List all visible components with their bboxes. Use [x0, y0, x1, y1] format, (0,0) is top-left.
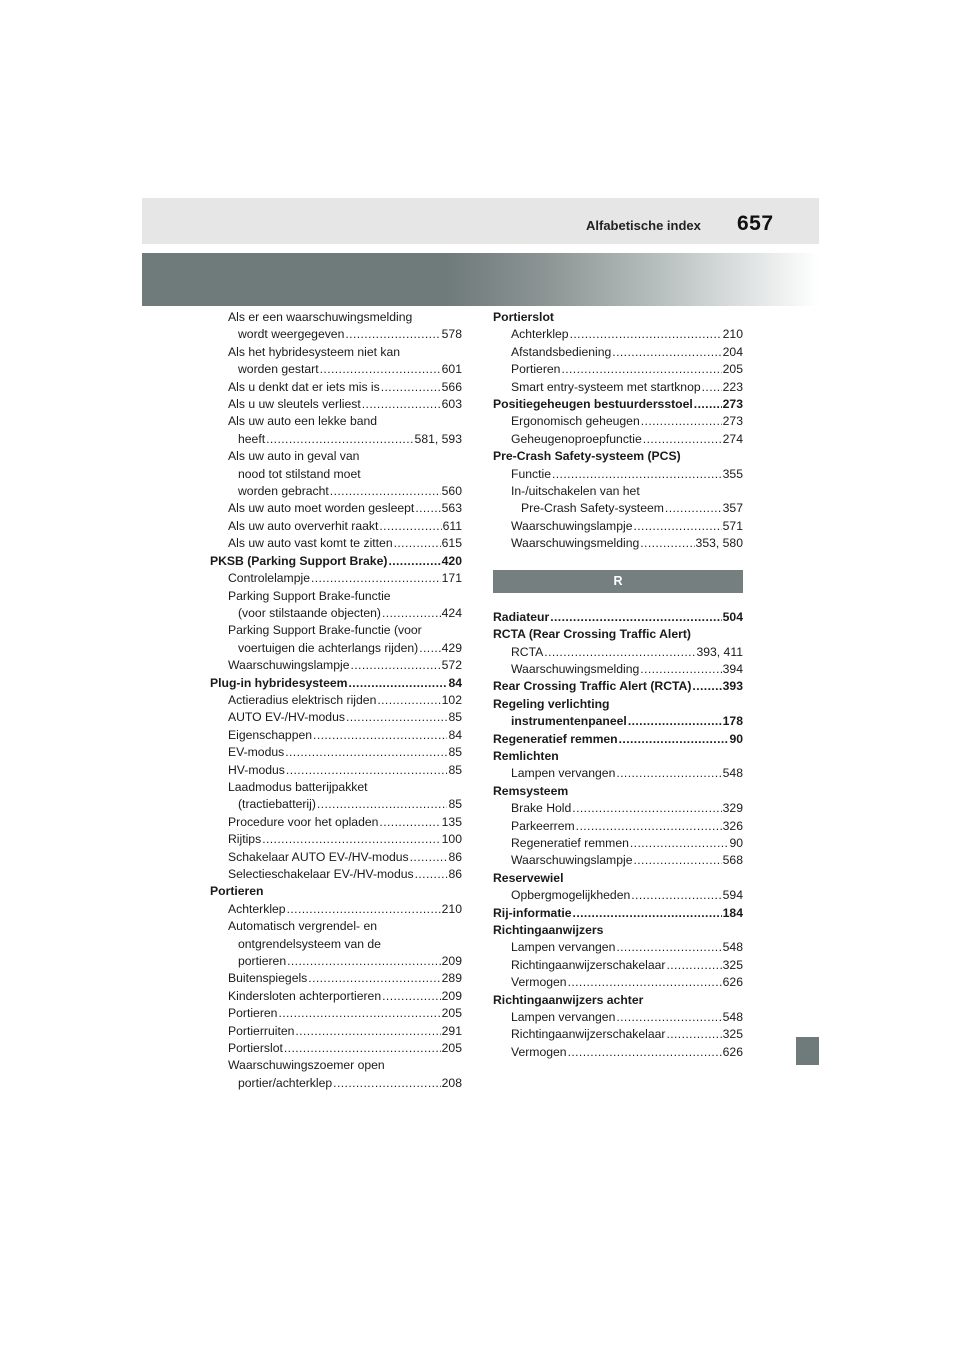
index-entry-page: 205	[722, 362, 743, 377]
index-entry	[493, 678, 743, 695]
index-entry-page: 205	[441, 1041, 462, 1056]
index-entry-page: 394	[722, 661, 743, 676]
index-entry-term: Procedure voor het opladen	[228, 814, 379, 829]
dot-leader	[388, 553, 440, 570]
index-entry	[493, 1044, 743, 1061]
dot-leader	[410, 849, 448, 866]
dot-leader	[415, 500, 440, 517]
index-entry-page: 615	[441, 536, 462, 551]
index-entry	[493, 413, 743, 430]
dot-leader	[308, 970, 440, 987]
dot-leader	[616, 1009, 721, 1026]
index-entry-page: 626	[722, 1044, 743, 1059]
index-entry-term: Als uw auto oververhit raakt	[228, 518, 379, 533]
index-entry	[210, 553, 462, 570]
index-entry-term: Vermogen	[511, 1044, 567, 1059]
index-entry	[493, 835, 743, 852]
index-heading-line: Reservewiel	[493, 870, 564, 885]
index-entry-page: 548	[722, 940, 743, 955]
index-entry	[210, 640, 462, 657]
dot-leader	[379, 814, 440, 831]
index-entry	[210, 1040, 462, 1057]
index-entry-term: Waarschuwingsmelding	[511, 661, 640, 676]
dot-leader	[568, 1044, 722, 1061]
index-entry	[210, 518, 462, 535]
index-entry-term: Portieren	[228, 1006, 278, 1021]
index-entry-term: (tractiebatterij)	[238, 797, 316, 812]
index-entry-term: PKSB (Parking Support Brake)	[210, 553, 388, 568]
index-group-r	[493, 609, 743, 1062]
index-entry	[210, 500, 462, 517]
index-entry-page: 86	[448, 867, 462, 881]
index-entry	[210, 326, 462, 343]
index-heading-line: Waarschuwingszoemer open	[228, 1058, 385, 1073]
index-entry	[210, 535, 462, 552]
index-entry	[493, 344, 743, 361]
index-entry-term: Positiegeheugen bestuurdersstoel	[493, 397, 693, 412]
index-entry	[493, 518, 743, 535]
index-entry-term: Als uw auto vast komt te zitten	[228, 536, 393, 551]
index-entry	[210, 1005, 462, 1022]
index-column-right	[493, 309, 743, 1061]
dot-leader	[630, 835, 729, 852]
index-entry	[493, 974, 743, 991]
index-heading-line: Laadmodus batterijpakket	[228, 779, 368, 794]
index-entry-page: 429	[441, 640, 462, 655]
index-entry-page: 560	[441, 484, 462, 499]
index-entry	[210, 744, 462, 761]
header-title: Alfabetische index	[586, 218, 701, 233]
index-entry-page: 548	[722, 766, 743, 781]
index-entry	[210, 483, 462, 500]
index-heading-line: Automatisch vergrendel- en	[228, 919, 378, 934]
index-entry-page: 223	[722, 379, 743, 394]
index-entry-term: Radiateur	[493, 609, 550, 624]
index-heading-line: Parking Support Brake-functie (voor	[228, 623, 422, 638]
index-entry	[493, 852, 743, 869]
index-entry-page: 208	[441, 1075, 462, 1090]
index-entry	[493, 765, 743, 782]
index-entry-page: 100	[441, 832, 462, 847]
index-entry-term: Pre-Crash Safety-systeem	[521, 501, 664, 516]
index-entry-term: Als u uw sleutels verliest	[228, 397, 361, 412]
index-entry-page: 594	[722, 888, 743, 903]
index-entry-term: Rear Crossing Traffic Alert (RCTA)	[493, 679, 692, 694]
index-entry-term: Waarschuwingsmelding	[511, 536, 640, 551]
index-entry-page: 603	[441, 397, 462, 412]
dot-leader	[394, 535, 441, 552]
index-entry-page: 86	[448, 849, 462, 864]
index-entry-term: Rij-informatie	[493, 905, 572, 920]
dot-leader	[692, 678, 721, 695]
dot-leader	[666, 957, 721, 974]
index-entry	[210, 831, 462, 848]
index-entry-term: portieren	[238, 954, 287, 969]
index-entry-term: heeft	[238, 431, 266, 446]
index-entry-page: 205	[441, 1006, 462, 1021]
index-entry-page: 572	[441, 658, 462, 673]
index-entry	[493, 644, 743, 661]
dot-leader	[313, 727, 447, 744]
index-entry-page: 566	[441, 379, 462, 394]
dot-leader	[348, 675, 447, 692]
dot-leader	[633, 518, 721, 535]
index-entry-page: 171	[441, 571, 462, 586]
index-entry-page: 184	[722, 905, 743, 920]
index-entry	[210, 431, 462, 448]
index-entry-term: Afstandsbediening	[511, 344, 612, 359]
index-heading-line: Als het hybridesysteem niet kan	[228, 344, 401, 359]
index-entry-term: Als u denkt dat er iets mis is	[228, 379, 380, 394]
index-entry	[210, 570, 462, 587]
index-column-left	[210, 309, 462, 1092]
dot-leader	[616, 765, 721, 782]
dot-leader	[262, 831, 440, 848]
index-entry	[210, 814, 462, 831]
index-entry	[493, 939, 743, 956]
index-entry-page: 548	[722, 1010, 743, 1025]
index-entry	[493, 1009, 743, 1026]
index-heading-line: Als er een waarschuwingsmelding	[228, 310, 413, 324]
index-entry	[210, 1075, 462, 1092]
page-number: 657	[737, 212, 774, 235]
index-entry-term: Lampen vervangen	[511, 766, 616, 781]
index-entry-term: EV-modus	[228, 745, 285, 760]
index-entry	[493, 818, 743, 835]
index-entry-page: 329	[722, 801, 743, 816]
index-entry-term: AUTO EV-/HV-modus	[228, 710, 345, 725]
index-entry-page: 355	[722, 466, 743, 481]
index-entry	[210, 396, 462, 413]
index-entry-page: 210	[722, 327, 743, 342]
index-entry-term: Achterklep	[228, 901, 286, 916]
index-heading-line: Pre-Crash Safety-systeem (PCS)	[493, 449, 681, 464]
dot-leader	[350, 657, 440, 674]
index-entry	[493, 379, 743, 396]
dot-leader	[266, 431, 413, 448]
index-entry-page: 420	[441, 553, 462, 568]
index-heading-line: In-/uitschakelen van het	[511, 484, 640, 499]
dot-leader	[619, 731, 729, 748]
index-entry	[493, 609, 743, 626]
dot-leader	[345, 326, 440, 343]
index-entry-page: 135	[441, 814, 462, 829]
index-entry-term: Controlelampje	[228, 571, 310, 586]
index-entry-term: Buitenspiegels	[228, 971, 308, 986]
index-entry-page: 90	[729, 731, 743, 746]
index-entry-term: Als uw auto moet worden gesleept	[228, 501, 415, 516]
dot-leader	[333, 1075, 440, 1092]
dot-leader	[311, 570, 441, 587]
index-heading-line: RCTA (Rear Crossing Traffic Alert)	[493, 627, 691, 642]
dot-leader	[287, 953, 441, 970]
index-entry-term: Portierruiten	[228, 1023, 295, 1038]
index-entry-term: Waarschuwingslampje	[511, 853, 633, 868]
dot-leader	[330, 483, 441, 500]
index-entry	[210, 796, 462, 813]
dot-leader	[346, 709, 447, 726]
index-heading-line: ontgrendelsysteem van de	[238, 936, 381, 951]
index-entry-page: 274	[722, 431, 743, 446]
index-entry-term: voertuigen die achterlangs rijden)	[238, 640, 419, 655]
index-entry-page: 325	[722, 1027, 743, 1042]
index-entry-page: 291	[441, 1023, 462, 1038]
index-entry-page: 209	[441, 954, 462, 969]
index-entry-term: Actieradius elektrisch rijden	[228, 692, 377, 707]
dot-leader	[665, 500, 722, 517]
dot-leader	[694, 396, 722, 413]
section-tab-marker	[796, 1037, 819, 1065]
index-entry-page: 102	[441, 692, 462, 707]
index-heading-line: Portieren	[210, 884, 264, 899]
index-entry	[210, 970, 462, 987]
index-entry	[493, 887, 743, 904]
index-entry-term: instrumentenpaneel	[511, 714, 627, 729]
index-entry	[210, 988, 462, 1005]
index-entry-term: Parkeerrem	[511, 818, 575, 833]
index-heading-line: Als uw auto een lekke band	[228, 414, 378, 429]
index-entry	[210, 849, 462, 866]
dot-leader	[278, 1005, 440, 1022]
dot-leader	[631, 887, 721, 904]
index-entry-page: 85	[448, 710, 462, 725]
index-entry	[210, 675, 462, 692]
index-entry-term: Rijtips	[228, 832, 262, 847]
index-entry-term: Opbergmogelijkheden	[511, 888, 631, 903]
index-entry-term: Kindersloten achterportieren	[228, 988, 382, 1003]
index-entry	[493, 713, 743, 730]
dot-leader	[382, 988, 441, 1005]
index-entry-page: 393, 411	[696, 644, 743, 659]
index-entry	[493, 431, 743, 448]
index-entry-page: 85	[448, 745, 462, 760]
index-entry	[493, 661, 743, 678]
dot-leader	[612, 344, 721, 361]
index-heading-line: Regeling verlichting	[493, 696, 610, 711]
index-entry-term: (voor stilstaande objecten)	[238, 605, 381, 620]
dot-leader	[628, 713, 722, 730]
index-entry-page: 504	[722, 609, 743, 624]
dot-leader	[550, 609, 721, 626]
index-entry-term: Schakelaar AUTO EV-/HV-modus	[228, 849, 409, 864]
dot-leader	[570, 326, 722, 343]
dot-leader	[666, 1026, 721, 1043]
index-heading-line: Als uw auto in geval van	[228, 449, 360, 464]
index-entry-term: portier/achterklep	[238, 1075, 333, 1090]
index-entry	[493, 500, 743, 517]
index-entry-term: Portierslot	[228, 1041, 283, 1056]
index-entry-term: Waarschuwingslampje	[228, 658, 350, 673]
dot-leader	[419, 640, 440, 657]
index-entry-page: 353, 580	[695, 536, 743, 551]
index-entry-page: 357	[722, 501, 743, 516]
header-band	[142, 198, 819, 244]
index-entry-page: 563	[441, 501, 462, 516]
dot-leader	[362, 396, 441, 413]
index-entry-term: Geheugenoproepfunctie	[511, 431, 642, 446]
dot-leader	[381, 379, 441, 396]
index-entry	[493, 466, 743, 483]
index-entry-page: 424	[441, 605, 462, 620]
index-entry	[210, 762, 462, 779]
index-entry-term: Lampen vervangen	[511, 940, 616, 955]
dot-leader	[552, 466, 722, 483]
dot-leader	[415, 866, 448, 883]
index-entry-term: Ergonomisch geheugen	[511, 414, 640, 429]
index-entry-page: 568	[722, 853, 743, 868]
index-entry-term: Richtingaanwijzerschakelaar	[511, 957, 666, 972]
index-entry-term: Waarschuwingslampje	[511, 518, 633, 533]
index-heading-line: Richtingaanwijzers achter	[493, 992, 644, 1007]
index-entry	[493, 535, 743, 552]
index-group-p	[493, 309, 743, 553]
dot-leader	[643, 431, 722, 448]
index-entry	[493, 326, 743, 343]
index-entry	[493, 957, 743, 974]
index-entry-page: 326	[722, 818, 743, 833]
index-entry-page: 289	[441, 971, 462, 986]
index-entry-page: 209	[441, 988, 462, 1003]
dot-leader	[284, 1040, 441, 1057]
index-entry	[493, 361, 743, 378]
dot-leader	[641, 413, 722, 430]
index-entry	[493, 1026, 743, 1043]
dot-leader	[295, 1023, 440, 1040]
index-entry-page: 611	[442, 518, 462, 533]
index-entry	[493, 905, 743, 922]
index-entry	[210, 657, 462, 674]
index-entry-term: wordt weergegeven	[238, 327, 345, 342]
index-entry	[210, 692, 462, 709]
index-entry-page: 90	[729, 835, 743, 850]
dot-leader	[640, 661, 721, 678]
index-entry-page: 273	[722, 397, 743, 412]
index-entry-page: 178	[722, 714, 743, 729]
index-entry-term: worden gebracht	[238, 484, 329, 499]
index-entry-term: Regeneratief remmen	[511, 835, 629, 850]
index-entry	[493, 731, 743, 748]
index-entry-term: Portieren	[511, 362, 561, 377]
dot-leader	[572, 800, 721, 817]
index-entry-page: 85	[448, 762, 462, 777]
index-entry-term: Eigenschappen	[228, 727, 313, 742]
index-entry-term: Richtingaanwijzerschakelaar	[511, 1027, 666, 1042]
index-entry-term: worden gestart	[238, 362, 319, 377]
dot-leader	[640, 535, 694, 552]
index-entry-page: 581, 593	[414, 431, 462, 446]
index-entry-page: 325	[722, 957, 743, 972]
index-entry	[210, 1023, 462, 1040]
index-entry-term: Lampen vervangen	[511, 1010, 616, 1025]
dot-leader	[285, 744, 447, 761]
index-entry-term: Selectieschakelaar EV-/HV-modus	[228, 867, 414, 881]
index-entry-page: 85	[448, 797, 462, 812]
dot-leader	[633, 852, 721, 869]
dot-leader	[544, 644, 695, 661]
index-entry-page: 393	[722, 679, 743, 694]
index-entry-term: Brake Hold	[511, 801, 572, 816]
dot-leader	[287, 901, 441, 918]
index-entry-page: 210	[441, 901, 462, 916]
dot-leader	[576, 818, 722, 835]
index-entry	[493, 396, 743, 413]
index-entry	[210, 361, 462, 378]
index-entry-term: HV-modus	[228, 762, 285, 777]
index-heading-line: Remsysteem	[493, 783, 569, 798]
dot-leader	[561, 361, 721, 378]
index-entry	[493, 800, 743, 817]
index-entry-page: 626	[722, 975, 743, 990]
index-entry-term: Functie	[511, 466, 551, 481]
index-entry-term: Plug-in hybridesysteem	[210, 675, 348, 690]
dot-leader	[286, 762, 448, 779]
index-entry	[210, 709, 462, 726]
section-header-r: R	[493, 570, 743, 593]
index-entry-term: Vermogen	[511, 975, 567, 990]
index-entry-page: 204	[722, 344, 743, 359]
index-entry-page: 578	[441, 327, 462, 342]
index-entry-page: 601	[441, 362, 462, 377]
index-entry-term: Smart entry-systeem met startknop	[511, 379, 701, 394]
index-entry-term: Achterklep	[511, 327, 569, 342]
index-heading-line: Portierslot	[493, 310, 554, 324]
index-entry-page: 273	[722, 414, 743, 429]
dot-leader	[382, 605, 441, 622]
index-heading-line: Parking Support Brake-functie	[228, 588, 391, 603]
index-heading-line: Richtingaanwijzers	[493, 923, 604, 937]
index-entry-term: Regeneratief remmen	[493, 731, 618, 746]
index-entry	[210, 953, 462, 970]
index-heading-line: Remlichten	[493, 748, 559, 763]
decorative-gradient-band	[142, 253, 819, 306]
index-entry-page: 571	[722, 518, 743, 533]
index-entry	[210, 901, 462, 918]
dot-leader	[568, 974, 722, 991]
dot-leader	[320, 361, 441, 378]
dot-leader	[616, 939, 721, 956]
index-entry-term: RCTA	[511, 644, 544, 659]
index-entry	[210, 866, 462, 883]
dot-leader	[317, 796, 448, 813]
dot-leader	[702, 379, 722, 396]
index-entry-page: 84	[448, 675, 462, 690]
index-entry	[210, 379, 462, 396]
index-heading-line: nood tot stilstand moet	[238, 466, 361, 481]
index-entry-page: 84	[448, 727, 462, 742]
dot-leader	[379, 518, 441, 535]
index-entry	[210, 605, 462, 622]
dot-leader	[377, 692, 440, 709]
dot-leader	[573, 905, 722, 922]
index-entry	[210, 727, 462, 744]
